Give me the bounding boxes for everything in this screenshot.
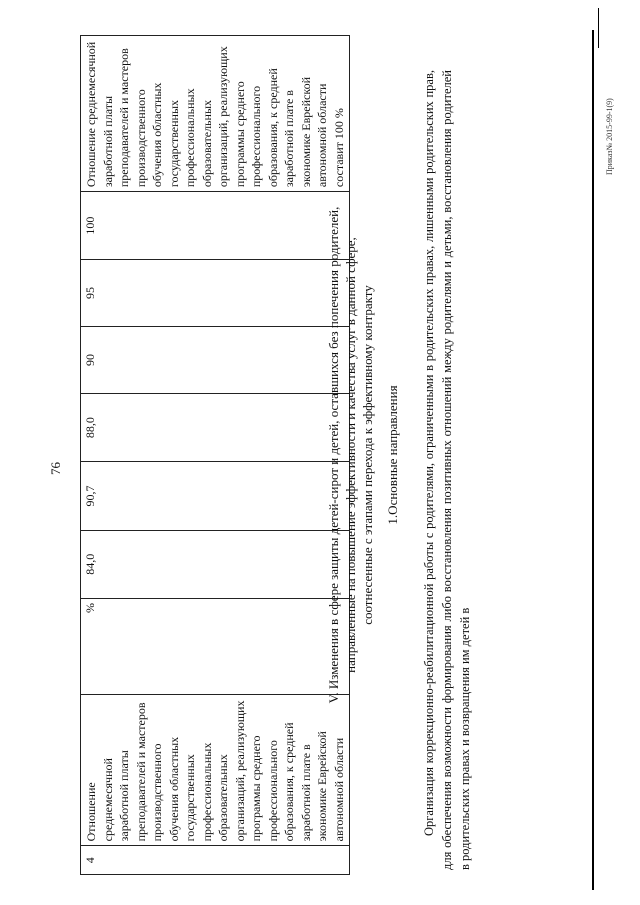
indicator-unit: % bbox=[81, 598, 350, 694]
value-cell: 90 bbox=[81, 326, 350, 393]
section-subtitle: 1.Основные направления bbox=[385, 385, 400, 525]
rotated-page bbox=[40, 35, 640, 895]
value-cell: 84,0 bbox=[81, 530, 350, 598]
indicator-description: Отношение среднемесячной заработной платы преподавателей и мастеров производственного обучения областных государственных профессиональных образовательных организаций, реализующих программы среднего профессионального образования, к средней заработной плате в экономике Еврейской автономной области bbox=[81, 694, 350, 846]
indicator-table bbox=[80, 35, 350, 875]
indicator-note: Отношение среднемесячной заработной платы преподавателей и мастеров производственного обучения областных государственных профессиональных образовательных организаций, реализующих программы среднего профессионального образования, к средней заработной плате в экономике Еврейской автономной области составит 100 % bbox=[81, 36, 350, 192]
page-number: 76 bbox=[48, 462, 63, 475]
value-cell: 88,0 bbox=[81, 393, 350, 461]
body-paragraph: Организация коррекционно-реабилитационной работы с родителями, ограниченными в родительских правах, лишенными родительских прав, для обеспечения возможности формирования либо восстановления позитивных отношений между родителями и детьми, восстановления родителей в родительских правах и возвращения им детей в bbox=[422, 70, 472, 870]
value-cell: 100 bbox=[81, 192, 350, 260]
section-title-line: V. Изменения в сфере защиты детей-сирот и детей, оставшихся без попечения родителей, bbox=[326, 206, 341, 704]
value-cell: 90,7 bbox=[81, 462, 350, 530]
document-stamp: Приказ№ 2015-99-1(9) bbox=[605, 98, 614, 175]
section-heading bbox=[325, 75, 376, 835]
row-number: 4 bbox=[81, 846, 350, 875]
table-row bbox=[81, 36, 350, 875]
section-title-line: соотнесенные с этапами перехода к эффективному контракту bbox=[360, 285, 375, 625]
section-title-line: направленные на повышение эффективности и качества услуг в данной сфере, bbox=[343, 237, 358, 673]
value-cell: 95 bbox=[81, 260, 350, 327]
